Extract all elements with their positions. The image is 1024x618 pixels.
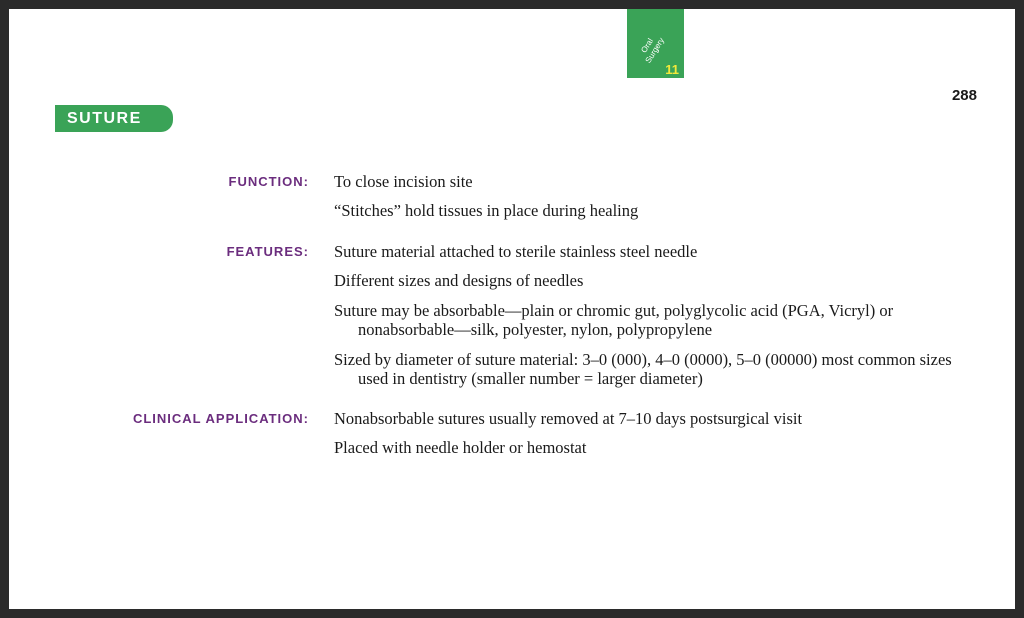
document-page — [9, 9, 1015, 609]
function-item: “Stitches” hold tissues in place during healing — [334, 201, 639, 220]
features-item: Suture may be absorbable—plain or chromic gut, polyglycolic acid (PGA, Vicryl) or nonabsorbable—silk, polyester, nylon, polypropylene — [334, 301, 894, 339]
features-label: FEATURES: — [226, 244, 309, 259]
function-label: FUNCTION: — [228, 174, 309, 189]
chapter-subject: Oral Surgery — [639, 36, 667, 65]
clinical-application-label: CLINICAL APPLICATION: — [132, 411, 309, 426]
chapter-number: 11 — [665, 62, 679, 77]
chapter-tab — [627, 9, 684, 78]
features-item: Different sizes and designs of needles — [334, 271, 584, 290]
page-number: 288 — [951, 87, 977, 104]
clinical-application-item: Placed with needle holder or hemostat — [334, 438, 587, 457]
function-item: To close incision site — [334, 172, 473, 191]
features-item: Sized by diameter of suture material: 3–0 (000), 4–0 (0000), 5–0 (00000) most common sizes used in dentistry (smaller number = larger diameter) — [334, 350, 952, 388]
page-title: SUTURE — [55, 105, 173, 132]
features-item: Suture material attached to sterile stainless steel needle — [334, 242, 698, 261]
clinical-application-item: Nonabsorbable sutures usually removed at 7–10 days postsurgical visit — [334, 409, 803, 428]
